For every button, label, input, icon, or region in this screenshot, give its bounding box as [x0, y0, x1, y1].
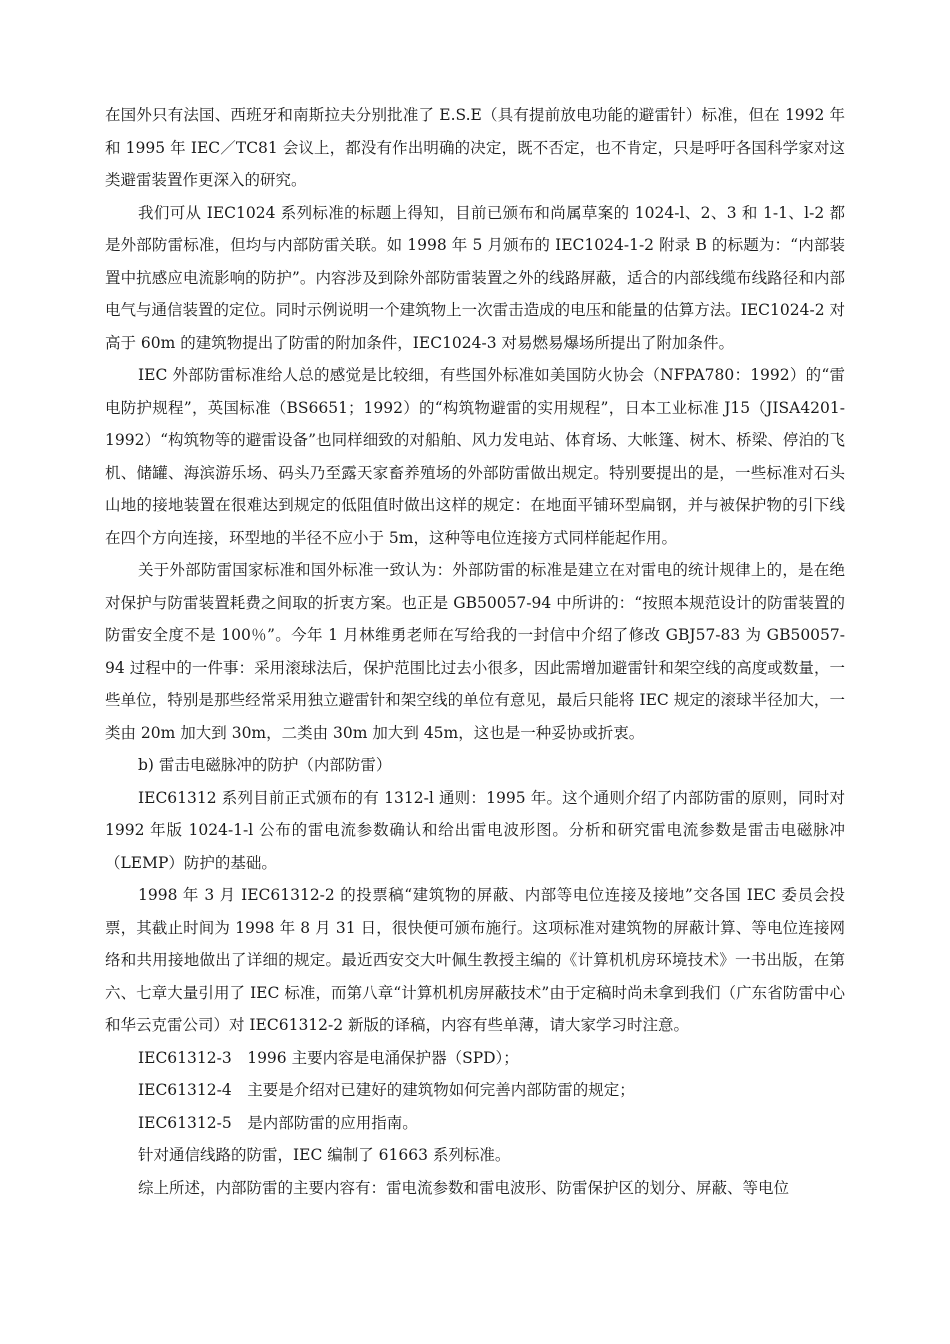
- paragraph-iec-external-standards: IEC 外部防雷标准给人总的感觉是比较细，有些国外标准如美国防火协会（NFPA780：1992）的“雷电防护规程”，英国标准（BS6651；1992）的“构筑物避雷的实用规程”，日本工业标准 J15（JISA4201-1992）“构筑物等的避雷设备”也同样细致的对船舶、风力发电站、体育场、大帐篷、树木、桥梁、停泊的飞机、储罐、海滨游乐场、码头乃至露天家畜养殖场的外部防雷做出规定。特别要提出的是，一些标准对石头山地的接地装置在很难达到规定的低阻值时做出这样的规定：在地面平铺环型扁钢，并与被保护物的引下线在四个方向连接，环型地的半径不应小于 5m，这种等电位连接方式同样能起作用。: [105, 366, 845, 547]
- document-body: [105, 99, 845, 1204]
- paragraph-iec61663: 针对通信线路的防雷，IEC 编制了 61663 系列标准。: [138, 1146, 511, 1164]
- paragraph-iec61312-5: IEC61312-5 是内部防雷的应用指南。: [138, 1113, 418, 1132]
- paragraph-iec1024-series: 我们可从 IEC1024 系列标准的标题上得知，目前已颁布和尚属草案的 1024-l、2、3 和 1-1、l-2 都是外部防雷标准，但均与内部防雷关联。如 1998 年 5 月颁布的 IEC1024-1-2 附录 B 的标题为：“内部装置中抗感应电流影响的防护”。内容涉及到除外部防雷装置之外的线路屏蔽，适合的内部线缆布线路径和内部电气与通信装置的定位。同时示例说明一个建筑物上一次雷击造成的电压和能量的估算方法。IEC1024-2 对高于 60m 的建筑物提出了防雷的附加条件，IEC1024-3 对易燃易爆场所提出了附加条件。: [105, 203, 845, 352]
- paragraph-iec61312-2-vote: 1998 年 3 月 IEC61312-2 的投票稿“建筑物的屏蔽、内部等电位连接及接地”交各国 IEC 委员会投票，其截止时间为 1998 年 8 月 31 日，很快便可颁布施行。这项标准对建筑物的屏蔽计算、等电位连接网络和共用接地做出了详细的规定。最近西安交大叶佩生教授主编的《计算机机房环境技术》一书出版，在第六、七章大量引用了 IEC 标准，而第八章“计算机机房屏蔽技术”由于定稿时尚未拿到我们（广东省防雷中心和华云克雷公司）对 IEC61312-2 新版的译稿，内容有些单薄，请大家学习时注意。: [105, 886, 845, 1034]
- paragraph-iec61312-4: IEC61312-4 主要是介绍对已建好的建筑物如何完善内部防雷的规定；: [138, 1081, 635, 1099]
- paragraph-ese-standards: 在国外只有法国、西班牙和南斯拉夫分别批准了 E.S.E（具有提前放电功能的避雷针）标准，但在 1992 年和 1995 年 IEC／TC81 会议上，都没有作出明确的决定，既不否定，也不肯定，只是呼吁各国科学家对这类避雷装置作更深入的研究。: [105, 106, 845, 189]
- paragraph-iec61312-series: IEC61312 系列目前正式颁布的有 1312-l 通则：1995 年。这个通则介绍了内部防雷的原则，同时对 1992 年版 1024-1-l 公布的雷电流参数确认和给出雷电波形图。分析和研究雷电流参数是雷击电磁脉冲（LEMP）防护的基础。: [105, 788, 845, 872]
- paragraph-summary: 综上所述，内部防雷的主要内容有：雷电流参数和雷电波形、防雷保护区的划分、屏蔽、等电位: [138, 1178, 790, 1197]
- paragraph-iec61312-3: IEC61312-3 1996 主要内容是电涌保护器（SPD）；: [138, 1048, 519, 1067]
- section-heading-lemp-protection: b) 雷击电磁脉冲的防护（内部防雷）: [138, 756, 392, 774]
- paragraph-national-vs-foreign: 关于外部防雷国家标准和国外标准一致认为：外部防雷的标准是建立在对雷电的统计规律上的，是在绝对保护与防雷装置耗费之间取的折衷方案。也正是 GB50057-94 中所讲的：“按照本规范设计的防雷装置的防雷安全度不是 100％”。今年 1 月林维勇老师在写给我的一封信中介绍了修改 GBJ57-83 为 GB50057-94 过程中的一件事：采用滚球法后，保护范围比过去小很多，因此需增加避雷针和架空线的高度或数量，一些单位，特别是那些经常采用独立避雷针和架空线的单位有意见，最后只能将 IEC 规定的滚球半径加大，一类由 20m 加大到 30m，二类由 30m 加大到 45m，这也是一种妥协或折衷。: [105, 561, 845, 742]
